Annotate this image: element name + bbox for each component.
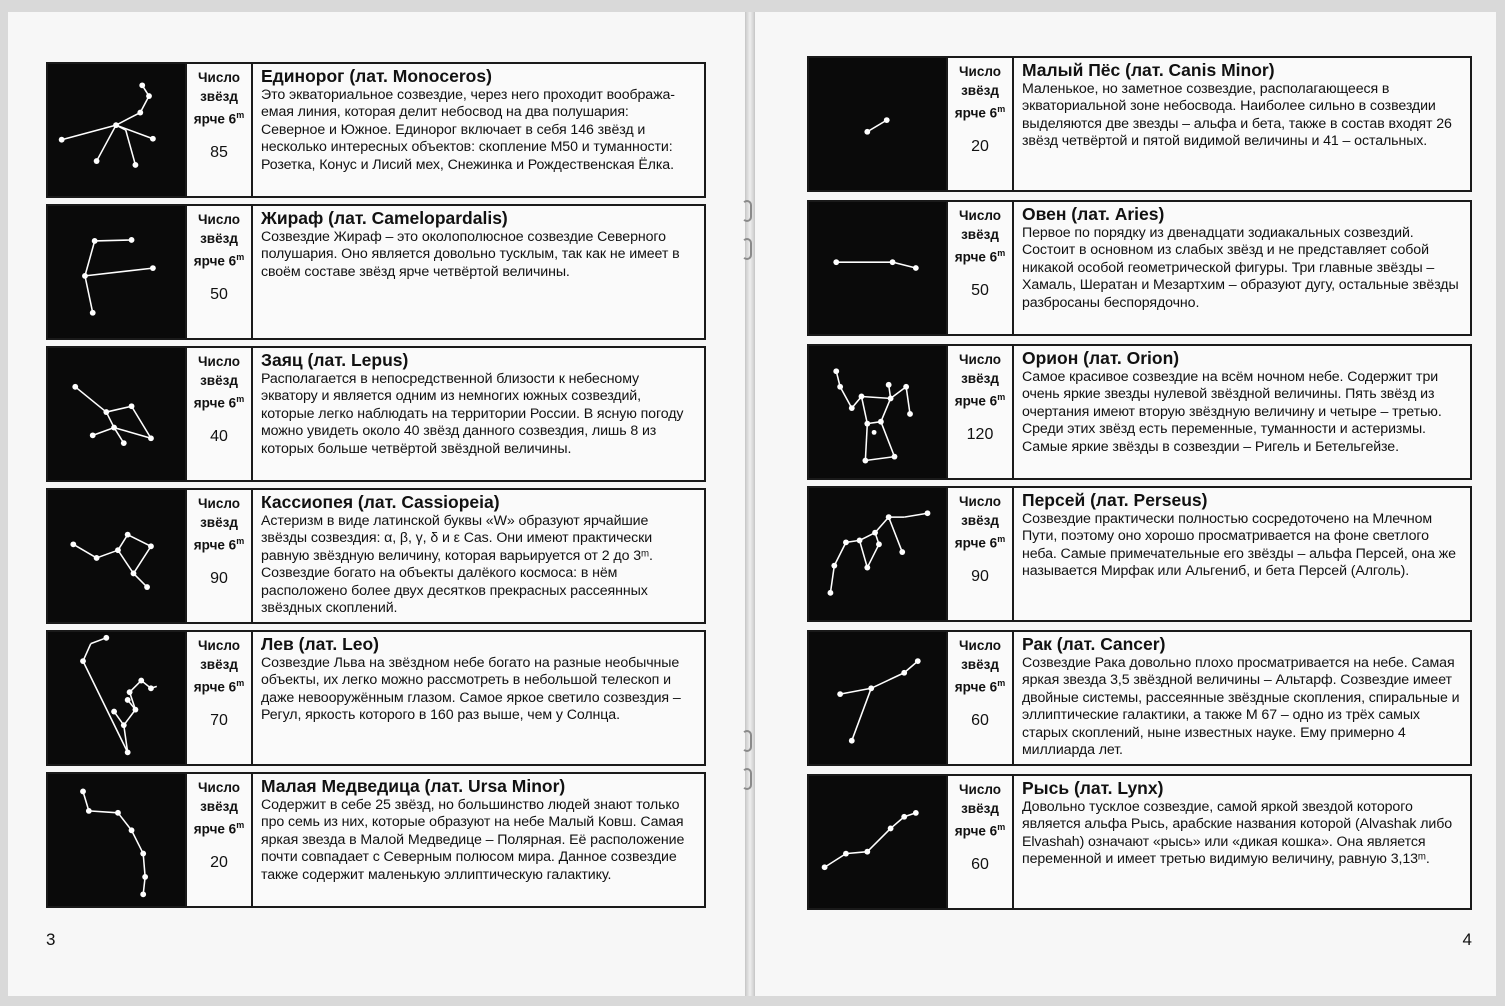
star-count-value: 90: [210, 569, 228, 587]
star-count-cell: [946, 488, 1014, 620]
entry-title: Лев (лат. Leo): [261, 634, 380, 654]
book-spine: [746, 12, 754, 996]
constellation-chart-lepus: [48, 348, 185, 480]
entry-title: Орион (лат. Orion): [1022, 348, 1180, 368]
constellation-entry-perseus: [807, 486, 1472, 622]
entry-text: [253, 774, 704, 906]
star-count-cell: [946, 346, 1014, 478]
entry-title: Овен (лат. Aries): [1022, 204, 1165, 224]
entry-description: Созвездие Льва на звёздном небе богато на разные необычные объекты, их легко можно рассмотреть в небольшой телескоп и даже невооружённым глазом. Самое яркое светило созвездия – Регул, яркость которого в 160 раз выше, чем у Солнца.: [261, 655, 681, 724]
constellation-chart-cassiopeia: [48, 490, 185, 622]
page-number: 3: [46, 930, 56, 949]
star-count-cell: [185, 348, 253, 480]
star-count-label: Число звёзд ярче 6$^m$: [954, 208, 1006, 265]
constellation-chart-orion: [809, 346, 946, 478]
entry-title: Рак (лат. Cancer): [1022, 634, 1166, 654]
star-count-label: Число звёзд ярче 6$^m$: [193, 496, 245, 553]
entry-text: [1014, 776, 1470, 908]
star-count-cell: [185, 774, 253, 906]
constellation-entry-lepus: [46, 346, 706, 482]
star-count-label: Число звёзд ярче 6$^m$: [954, 352, 1006, 409]
star-count-label: Число звёзд ярче 6$^m$: [193, 638, 245, 695]
entry-title: Малый Пёс (лат. Canis Minor): [1022, 60, 1275, 80]
star-count-cell: [946, 202, 1014, 334]
constellation-chart-perseus: [809, 488, 946, 620]
entry-title: Заяц (лат. Lepus): [261, 350, 409, 370]
constellation-entry-cancer: [807, 630, 1472, 766]
star-count-value: 20: [210, 853, 228, 871]
entry-title: Рысь (лат. Lynx): [1022, 778, 1164, 798]
constellation-chart-cancer: [809, 632, 946, 764]
entry-description: Первое по порядку из двенадцати зодиакальных созвездий. Состоит в основном из слабых звёзд и не представляет собой никакой особой геометрической фигуры. Три главные звёзды – Хамаль, Шератан и Мезартхим – образуют дугу, остальные звёзды разбросаны беспорядочно.: [1022, 225, 1459, 311]
star-count-cell: [185, 632, 253, 764]
star-count-cell: [185, 490, 253, 622]
entry-description: Созвездие Рака довольно плохо просматривается на небе. Самая яркая звезда 3,5 звёздной величины – Альтарф. Созвездие имеет двойные системы, рассеянные звёздные скопления, спиральные и эллиптические галактики, а также M 67 – одно из трёх самых старых скоплений, ныне известных науке. Ему примерно 4 миллиарда лет.: [1022, 655, 1460, 759]
constellation-chart-canis-minor: [809, 58, 946, 190]
constellation-entry-monoceros: [46, 62, 706, 198]
entry-text: [1014, 202, 1470, 334]
constellation-entry-camelopardalis: [46, 204, 706, 340]
entry-text: [253, 348, 704, 480]
star-count-value: 40: [210, 427, 228, 445]
star-count-cell: [946, 58, 1014, 190]
constellation-entry-orion: [807, 344, 1472, 480]
entry-description: Содержит в себе 25 звёзд, но большинство людей знают только про семь из них, которые образуют на небе Малый Ковш. Самая яркая звезда в Малой Медведице – Полярная. Её расположение почти совпадает с Северным полюсом мира. Данное созвездие также содержит маленькую эллиптическую галактику.: [261, 797, 685, 883]
entry-description: Маленькое, но заметное созвездие, располагающееся в экваториальной зоне небосвода. Наиболее сильно в созвездии выделяются две звезды – альфа и бета, также в состав входят 26 звёзд четвёртой и пятой видимой величины и 41 – остальных.: [1022, 81, 1452, 150]
star-count-value: 60: [971, 855, 989, 873]
constellation-chart-ursa-minor: [48, 774, 185, 906]
star-count-cell: [946, 632, 1014, 764]
entry-text: [253, 632, 704, 764]
star-count-cell: [946, 776, 1014, 908]
entry-description: Созвездие практически полностью сосредоточено на Млечном Пути, поэтому оно хорошо просматривается на фоне светлого неба. Самые примечательные его звёзды – альфа Персей, она же называется Мирфак или Альгениб, и бета Персей (Алголь).: [1022, 511, 1456, 580]
star-count-label: Число звёзд ярче 6$^m$: [193, 70, 245, 127]
staple-top: [742, 200, 752, 222]
star-count-label: Число звёзд ярче 6$^m$: [193, 780, 245, 837]
entry-title: Жираф (лат. Camelopardalis): [261, 208, 508, 228]
entry-text: [1014, 488, 1470, 620]
staple-top-lower: [742, 238, 752, 260]
entry-text: [1014, 346, 1470, 478]
constellation-entry-leo: [46, 630, 706, 766]
entry-description: Созвездие Жираф – это околополюсное созвездие Северного полушария. Оно является довольно тусклым, так как не имеет в своём составе звёзд ярче четвёртой величины.: [261, 229, 680, 280]
entry-title: Малая Медведица (лат. Ursa Minor): [261, 776, 566, 796]
entry-title: Кассиопея (лат. Cassiopeia): [261, 492, 500, 512]
entry-title: Единорог (лат. Monoceros): [261, 66, 492, 86]
star-count-value: 50: [210, 285, 228, 303]
star-count-value: 70: [210, 711, 228, 729]
star-count-cell: [185, 64, 253, 196]
constellation-entry-cassiopeia: [46, 488, 706, 624]
staple-bottom: [742, 730, 752, 752]
entry-description: Располагается в непосредственной близости к небесному экватору и является одним из немногих южных созвездий, которые легко наблюдать на территории России. В ясную погоду можно увидеть около 40 звёзд данного созвездия, лишь 8 из которых больше четвёртой звёздной величины.: [261, 371, 684, 457]
star-count-label: Число звёзд ярче 6$^m$: [954, 64, 1006, 121]
star-count-label: Число звёзд ярче 6$^m$: [954, 782, 1006, 839]
entry-description: Самое красивое созвездие на всём ночном небе. Содержит три очень яркие звезды нулевой звёздной величины. Пять звёзд из очертания имеют вторую звёздную величину и четыре – третью. Среди этих звёзд есть переменные, туманности и астеризмы. Самые яркие звёзды в созвездии – Ригель и Бетельгейзе.: [1022, 369, 1442, 455]
constellation-chart-camelopardalis: [48, 206, 185, 338]
constellation-chart-monoceros: [48, 64, 185, 196]
star-count-value: 85: [210, 143, 228, 161]
entry-title: Персей (лат. Perseus): [1022, 490, 1208, 510]
star-count-value: 120: [966, 425, 994, 443]
star-count-label: Число звёзд ярче 6$^m$: [193, 212, 245, 269]
page-number: 4: [1462, 930, 1472, 949]
entry-text: [1014, 632, 1470, 764]
star-count-value: 20: [971, 137, 989, 155]
entry-description: Астеризм в виде латинской буквы «W» образуют ярчайшие звёзды созвездия: α, β, γ, δ и ε Cas. Они имеют практически равную звёздную величину, которая варьируется от 2 до 3ᵐ. Созвездие богато на объекты далёкого космоса: в нём расположено более двух десятков прекрасных рассеянных звёздных скоплений.: [261, 513, 653, 617]
star-count-label: Число звёзд ярче 6$^m$: [954, 494, 1006, 551]
constellation-chart-lynx: [809, 776, 946, 908]
constellation-chart-aries: [809, 202, 946, 334]
entry-text: [253, 64, 704, 196]
star-count-value: 60: [971, 711, 989, 729]
left-page: [8, 12, 746, 996]
right-page: [754, 12, 1496, 996]
constellation-entry-canis-minor: [807, 56, 1472, 192]
star-count-label: Число звёзд ярче 6$^m$: [193, 354, 245, 411]
staple-bottom-lower: [742, 768, 752, 790]
constellation-entry-lynx: [807, 774, 1472, 910]
star-count-value: 90: [971, 567, 989, 585]
entry-description: Это экваториальное созвездие, через него проходит вообража-емая линия, которая делит небосвод на два полушария: Северное и Южное. Единорог включает в себя 146 звёзд и несколько интересных объектов: скопление M50 и туманности: Розетка, Конус и Лисий мех, Снежинка и Рождественская Ёлка.: [261, 87, 675, 173]
entry-text: [253, 206, 704, 338]
star-count-cell: [185, 206, 253, 338]
entry-text: [253, 490, 704, 622]
constellation-chart-leo: [48, 632, 185, 764]
star-count-label: Число звёзд ярче 6$^m$: [954, 638, 1006, 695]
entry-text: [1014, 58, 1470, 190]
constellation-entry-aries: [807, 200, 1472, 336]
entry-description: Довольно тусклое созвездие, самой яркой звездой которого является альфа Рысь, арабские названия которой (Alvashak либо Elvashah) означают «рысь» или «дикая кошка». Она является переменной и имеет третью видимую величину, равную 3,13ᵐ.: [1022, 799, 1453, 868]
constellation-entry-ursa-minor: [46, 772, 706, 908]
star-count-value: 50: [971, 281, 989, 299]
